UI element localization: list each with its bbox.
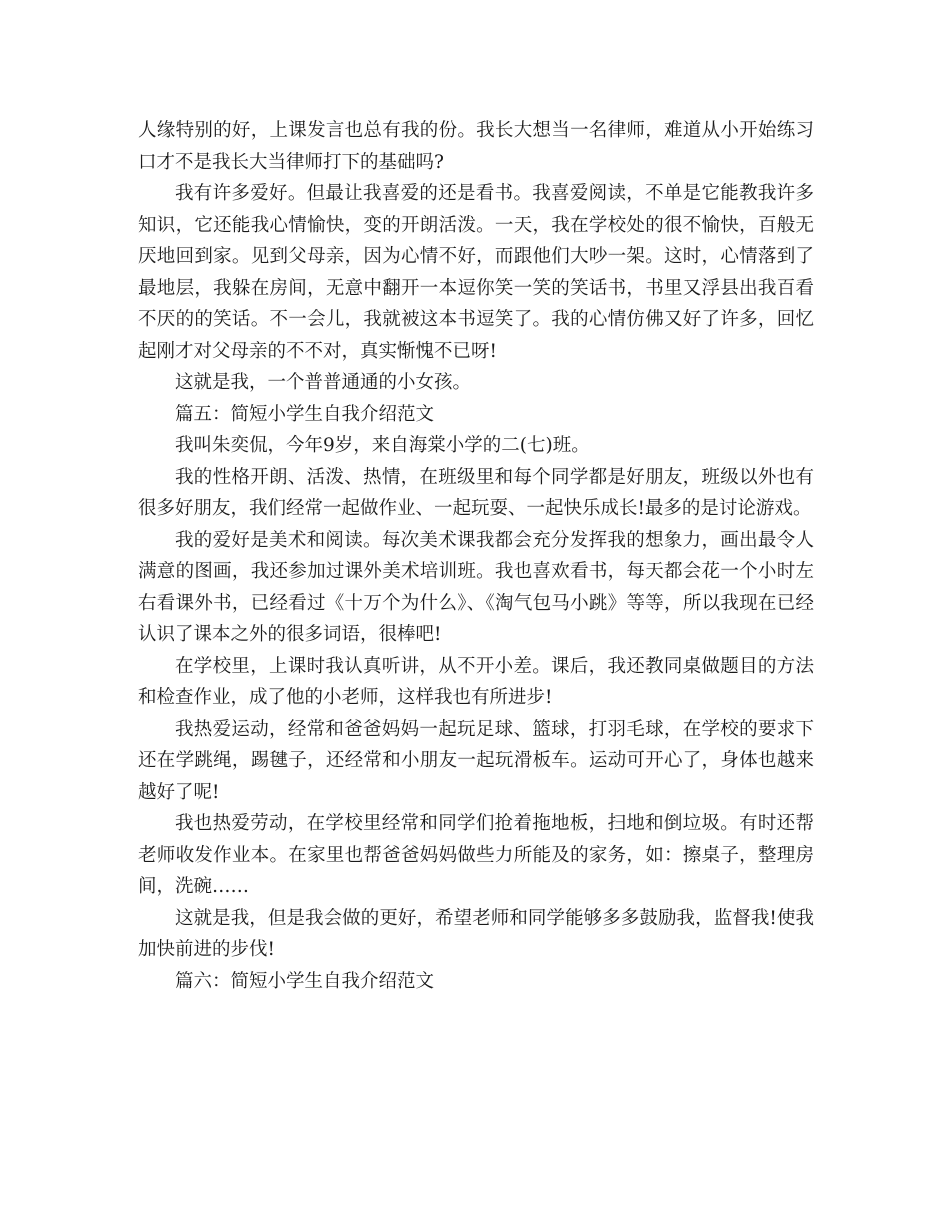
paragraph-name-intro: 我叫朱奕侃，今年9岁，来自海棠小学的二(七)班。 — [175, 435, 590, 456]
paragraph-chores: 我也热爱劳动，在学校里经常和同学们抢着拖地板，扫地和倒垃圾。有时还帮老师收发作业本。在家里也帮爸爸妈妈做些力所能及的家务，如：擦桌子，整理房间，洗碗…… — [138, 813, 814, 897]
paragraph-conclusion: 这就是我，但是我会做的更好，希望老师和同学能够多多鼓励我，监督我!使我加快前进的步伐! — [138, 907, 814, 960]
paragraph-hobbies-reading: 我有许多爱好。但最让我喜爱的还是看书。我喜爱阅读，不单是它能教我许多知识，它还能我心情愉快，变的开朗活泼。一天，我在学校处的很不愉快，百般无厌地回到家。见到父母亲，因为心情不好，而跟他们大吵一架。这时，心情落到了最地层，我躲在房间，无意中翻开一本逗你笑一笑的笑话书，书里又浮县出我百看不厌的的笑话。不一会儿，我就被这本书逗笑了。我的心情仿佛又好了许多，回忆起刚才对父母亲的不不对，真实惭愧不已呀! — [138, 183, 814, 362]
section-heading-five: 篇五：简短小学生自我介绍范文 — [175, 403, 435, 425]
paragraph-art-reading: 我的爱好是美术和阅读。每次美术课我都会充分发挥我的想象力，画出最令人满意的图画，我还参加过课外美术培训班。我也喜欢看书，每天都会花一个小时左右看课外书，已经看过《十万个为什么》、《淘气包马小跳》等等，所以我现在已经认识了课本之外的很多词语，很棒吧! — [138, 529, 814, 645]
section-heading-six: 篇六：简短小学生自我介绍范文 — [175, 970, 435, 992]
paragraph-closing-girl: 这就是我，一个普普通通的小女孩。 — [175, 372, 472, 393]
paragraph-school: 在学校里，上课时我认真听讲，从不开小差。课后，我还教同桌做题目的方法和检查作业，成了他的小老师，这样我也有所进步! — [138, 655, 814, 708]
paragraph-personality: 我的性格开朗、活泼、热情，在班级里和每个同学都是好朋友，班级以外也有很多好朋友，我们经常一起做作业、一起玩耍、一起快乐成长!最多的是讨论游戏。 — [138, 466, 814, 519]
paragraph-sports: 我热爱运动，经常和爸爸妈妈一起玩足球、篮球，打羽毛球，在学校的要求下还在学跳绳，踢毽子，还经常和小朋友一起玩滑板车。运动可开心了，身体也越来越好了呢! — [138, 718, 814, 803]
document-body — [138, 115, 814, 997]
paragraph-continuation: 人缘特别的好，上课发言也总有我的份。我长大想当一名律师，难道从小开始练习口才不是我长大当律师打下的基础吗? — [138, 120, 814, 173]
